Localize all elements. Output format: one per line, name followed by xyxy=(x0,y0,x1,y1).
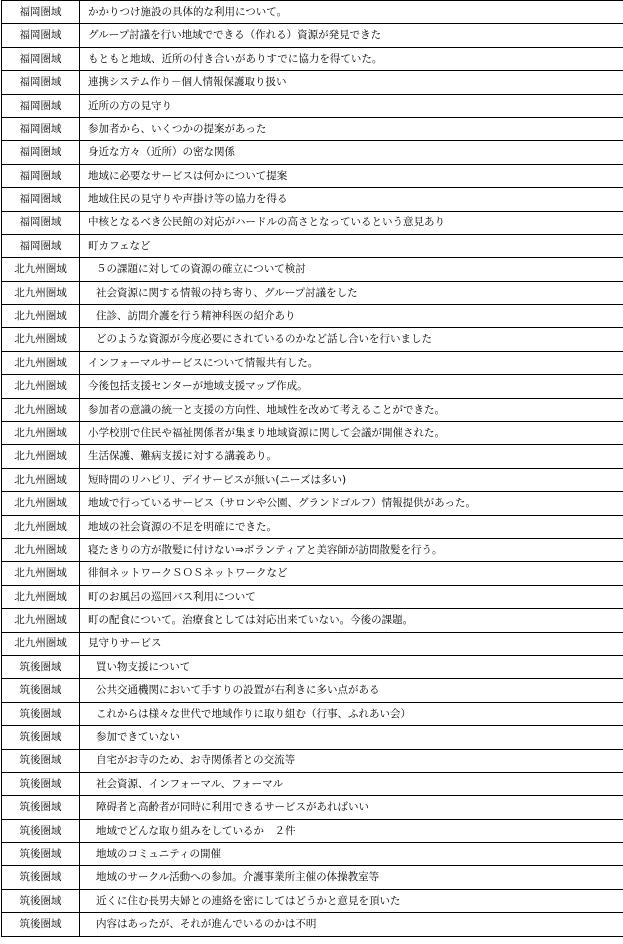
region-cell: 筑後圏域 xyxy=(2,843,80,866)
comment-cell: 見守りサービス xyxy=(80,632,623,655)
region-cell: 筑後圏域 xyxy=(2,655,80,678)
table-row xyxy=(2,445,623,468)
region-cell: 北九州圏域 xyxy=(2,515,80,538)
region-cell: 福岡圏域 xyxy=(2,211,80,234)
table-row xyxy=(2,538,623,561)
table-row xyxy=(2,913,623,936)
region-cell: 北九州圏域 xyxy=(2,328,80,351)
region-cell: 北九州圏域 xyxy=(2,445,80,468)
table-row xyxy=(2,258,623,281)
comment-cell: 地域に必要なサービスは何かについて提案 xyxy=(80,164,623,187)
table-row xyxy=(2,1,623,24)
table-row xyxy=(2,889,623,912)
region-cell: 北九州圏域 xyxy=(2,351,80,374)
region-cell: 筑後圏域 xyxy=(2,726,80,749)
table-row xyxy=(2,351,623,374)
region-cell: 北九州圏域 xyxy=(2,305,80,328)
table-row xyxy=(2,234,623,257)
region-cell: 福岡圏域 xyxy=(2,234,80,257)
table-row xyxy=(2,398,623,421)
table-row xyxy=(2,468,623,491)
comment-cell: 地域のサークル活動への参加。介護事業所主催の体操教室等 xyxy=(80,866,623,889)
table-row xyxy=(2,422,623,445)
comment-cell: 身近な方々（近所）の密な関係 xyxy=(80,141,623,164)
table-row xyxy=(2,375,623,398)
table-row xyxy=(2,819,623,842)
table-row xyxy=(2,305,623,328)
comment-cell: 参加できていない xyxy=(80,726,623,749)
region-cell: 北九州圏域 xyxy=(2,281,80,304)
comment-cell: 連携システム作り－個人情報保護取り扱い xyxy=(80,71,623,94)
comment-cell: 公共交通機関において手すりの設置が右利きに多い点がある xyxy=(80,679,623,702)
region-cell: 福岡圏域 xyxy=(2,24,80,47)
region-cell: 筑後圏域 xyxy=(2,772,80,795)
region-cell: 福岡圏域 xyxy=(2,47,80,70)
table-row xyxy=(2,562,623,585)
table-row xyxy=(2,117,623,140)
comment-cell: 生活保護、難病支援に対する講義あり。 xyxy=(80,445,623,468)
table-row xyxy=(2,71,623,94)
region-cell: 北九州圏域 xyxy=(2,632,80,655)
comment-cell: 障碍者と高齢者が同時に利用できるサービスがあればいい xyxy=(80,796,623,819)
comment-cell: どのような資源が今度必要にされているのかなど話し合いを行いました xyxy=(80,328,623,351)
region-cell: 福岡圏域 xyxy=(2,94,80,117)
comment-cell: 参加者から、いくつかの提案があった xyxy=(80,117,623,140)
survey-table-body xyxy=(2,1,623,937)
region-cell: 北九州圏域 xyxy=(2,422,80,445)
comment-cell: 近くに住む長男夫婦との連絡を密にしてはどうかと意見を頂いた xyxy=(80,889,623,912)
table-row xyxy=(2,94,623,117)
region-cell: 福岡圏域 xyxy=(2,71,80,94)
table-row xyxy=(2,632,623,655)
table-row xyxy=(2,585,623,608)
survey-table xyxy=(1,0,623,937)
comment-cell: 参加者の意識の統一と支援の方向性、地域性を改めて考えることができた。 xyxy=(80,398,623,421)
region-cell: 筑後圏域 xyxy=(2,819,80,842)
comment-cell: 地域のコミュニティの開催 xyxy=(80,843,623,866)
region-cell: 北九州圏域 xyxy=(2,609,80,632)
comment-cell: 町カフェなど xyxy=(80,234,623,257)
comment-cell: 社会資源に関する情報の持ち寄り、グループ討議をした xyxy=(80,281,623,304)
region-cell: 筑後圏域 xyxy=(2,702,80,725)
comment-cell: 近所の方の見守り xyxy=(80,94,623,117)
table-row xyxy=(2,492,623,515)
comment-cell: 住診、訪問介護を行う精神科医の紹介あり xyxy=(80,305,623,328)
table-row xyxy=(2,702,623,725)
comment-cell: 内容はあったが、それが進んでいるのかは不明 xyxy=(80,913,623,936)
region-cell: 北九州圏域 xyxy=(2,468,80,491)
comment-cell: インフォーマルサービスについて情報共有した。 xyxy=(80,351,623,374)
comment-cell: 町の配食について。治療食としては対応出来ていない。今後の課題。 xyxy=(80,609,623,632)
region-cell: 福岡圏域 xyxy=(2,188,80,211)
table-row xyxy=(2,164,623,187)
table-row xyxy=(2,843,623,866)
table-row xyxy=(2,141,623,164)
table-row xyxy=(2,609,623,632)
region-cell: 筑後圏域 xyxy=(2,866,80,889)
region-cell: 北九州圏域 xyxy=(2,258,80,281)
comment-cell: グループ討議を行い地域でできる（作れる）資源が発見できた xyxy=(80,24,623,47)
comment-cell: 町のお風呂の巡回バス利用について xyxy=(80,585,623,608)
region-cell: 筑後圏域 xyxy=(2,796,80,819)
comment-cell: 中核となるべき公民館の対応がハードルの高さとなっているという意見あり xyxy=(80,211,623,234)
comment-cell: かかりつけ施設の具体的な利用について。 xyxy=(80,1,623,24)
region-cell: 筑後圏域 xyxy=(2,889,80,912)
table-row xyxy=(2,281,623,304)
comment-cell: 地域でどんな取り組みをしているか ２件 xyxy=(80,819,623,842)
region-cell: 北九州圏域 xyxy=(2,375,80,398)
table-row xyxy=(2,188,623,211)
comment-cell: 寝たきりの方が散髪に付けない⇒ボランティアと美容師が訪問散髪を行う。 xyxy=(80,538,623,561)
region-cell: 福岡圏域 xyxy=(2,117,80,140)
region-cell: 福岡圏域 xyxy=(2,1,80,24)
comment-cell: 地域の社会資源の不足を明確にできた。 xyxy=(80,515,623,538)
comment-cell: もともと地域、近所の付き合いがありすでに協力を得ていた。 xyxy=(80,47,623,70)
region-cell: 北九州圏域 xyxy=(2,398,80,421)
table-row xyxy=(2,866,623,889)
region-cell: 筑後圏域 xyxy=(2,749,80,772)
region-cell: 北九州圏域 xyxy=(2,492,80,515)
comment-cell: 地域で行っているサービス（サロンや公園、グランドゴルフ）情報提供があった。 xyxy=(80,492,623,515)
table-row xyxy=(2,679,623,702)
region-cell: 福岡圏域 xyxy=(2,141,80,164)
table-row xyxy=(2,749,623,772)
table-row xyxy=(2,655,623,678)
table-row xyxy=(2,515,623,538)
region-cell: 北九州圏域 xyxy=(2,562,80,585)
region-cell: 北九州圏域 xyxy=(2,538,80,561)
comment-cell: 短時間のリハビリ、デイサービスが無い(ニーズは多い) xyxy=(80,468,623,491)
table-row xyxy=(2,24,623,47)
comment-cell: 自宅がお寺のため、お寺関係者との交流等 xyxy=(80,749,623,772)
region-cell: 福岡圏域 xyxy=(2,164,80,187)
comment-cell: 地域住民の見守りや声掛け等の協力を得る xyxy=(80,188,623,211)
table-row xyxy=(2,772,623,795)
comment-cell: 社会資源、インフォーマル、フォーマル xyxy=(80,772,623,795)
table-row xyxy=(2,726,623,749)
comment-cell: 徘徊ネットワークＳＯＳネットワークなど xyxy=(80,562,623,585)
comment-cell: これからは様々な世代で地域作りに取り組む（行事、ふれあい会） xyxy=(80,702,623,725)
table-row xyxy=(2,47,623,70)
comment-cell: 小学校別で住民や福祉関係者が集まり地域資源に関して会議が開催された。 xyxy=(80,422,623,445)
region-cell: 筑後圏域 xyxy=(2,913,80,936)
comment-cell: 今後包括支援センターが地域支援マップ作成。 xyxy=(80,375,623,398)
comment-cell: ５の課題に対しての資源の確立について検討 xyxy=(80,258,623,281)
region-cell: 筑後圏域 xyxy=(2,679,80,702)
comment-cell: 買い物支援について xyxy=(80,655,623,678)
table-row xyxy=(2,796,623,819)
table-row xyxy=(2,328,623,351)
region-cell: 北九州圏域 xyxy=(2,585,80,608)
table-row xyxy=(2,211,623,234)
